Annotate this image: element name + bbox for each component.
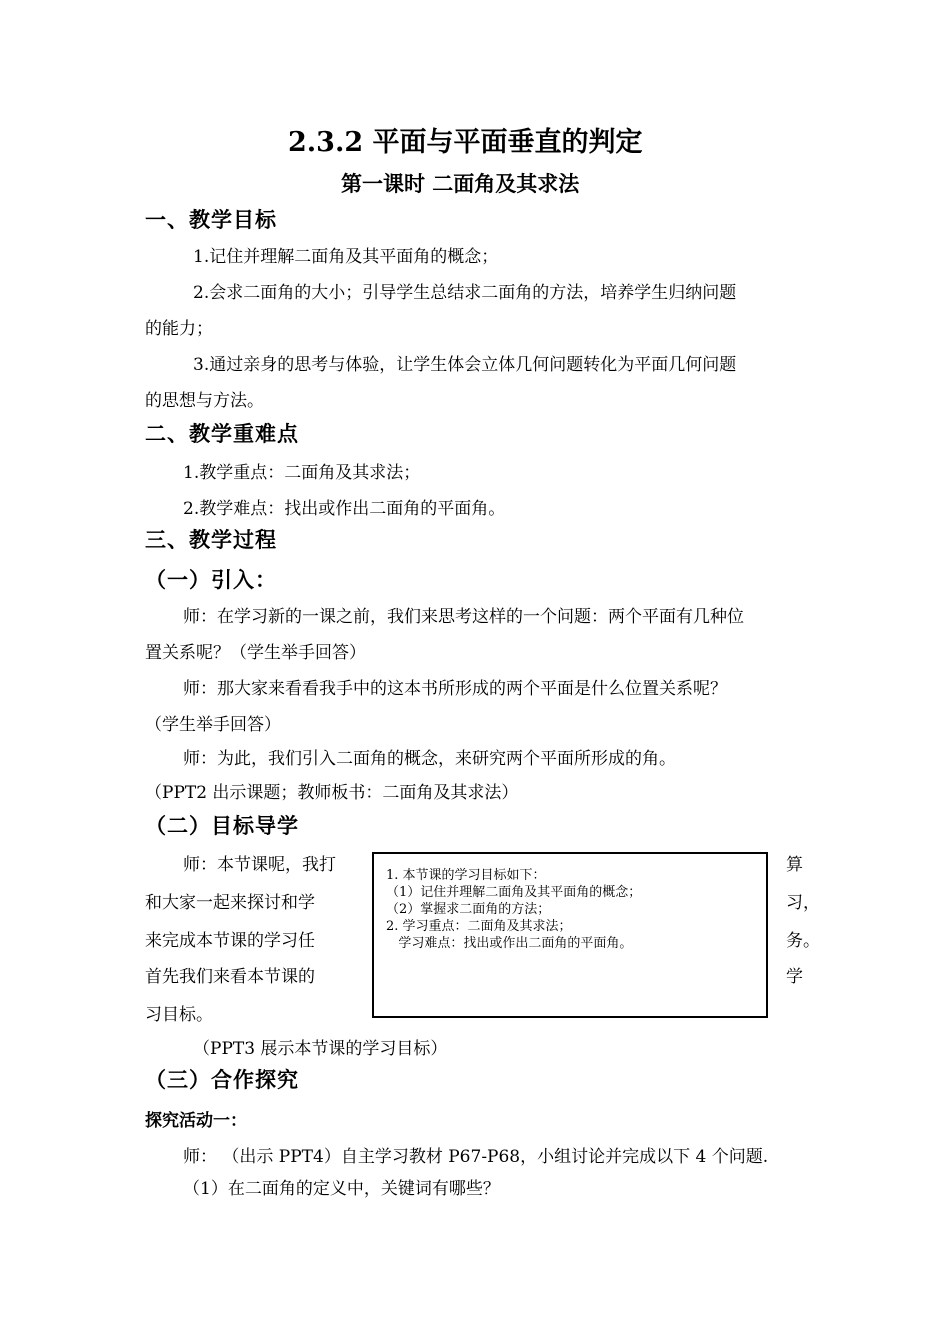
textbox-line: 2. 学习重点：二面角及其求法； <box>386 919 572 934</box>
textbox-line: （1）记住并理解二面角及其平面角的概念； <box>386 885 642 900</box>
objectives-textbox <box>372 852 768 1018</box>
objective-item: 3.通过亲身的思考与体验，让学生体会立体几何问题转化为平面几何问题 <box>193 355 737 375</box>
section-heading-key-points: 二、教学重难点 <box>145 421 299 446</box>
intro-line: （学生举手回答） <box>145 715 281 735</box>
textbox-line: 学习难点：找出或作出二面角的平面角。 <box>386 936 633 951</box>
goals-line-end: 务。 <box>786 931 820 951</box>
objective-item: 2.会求二面角的大小；引导学生总结求二面角的方法，培养学生归纳问题 <box>193 283 737 303</box>
objective-item: 1.记住并理解二面角及其平面角的概念； <box>193 247 499 267</box>
goals-line: 来完成本节课的学习任 <box>145 931 315 951</box>
page-subtitle: 第一课时 二面角及其求法 <box>341 171 580 196</box>
goals-line-end: 学 <box>786 967 803 987</box>
goals-line: 首先我们来看本节课的 <box>145 967 315 987</box>
textbox-line: 1. 本节课的学习目标如下： <box>386 868 546 883</box>
goals-line: 习目标。 <box>145 1005 213 1025</box>
explore-question: （1）在二面角的定义中，关键词有哪些？ <box>183 1179 500 1199</box>
intro-note: （PPT2 出示课题；教师板书：二面角及其求法） <box>145 783 519 803</box>
section-heading-process: 三、教学过程 <box>145 527 277 552</box>
goals-line-end: 习， <box>786 893 820 913</box>
intro-line: 师：那大家来看看我手中的这本书所形成的两个平面是什么位置关系呢？ <box>183 679 727 699</box>
goals-line: 和大家一起来探讨和学 <box>145 893 315 913</box>
key-point-item: 1.教学重点：二面角及其求法； <box>183 463 421 483</box>
section-heading-objectives: 一、教学目标 <box>145 207 277 232</box>
subsection-heading-explore: （三）合作探究 <box>145 1067 299 1092</box>
goals-line: 师：本节课呢，我打 <box>183 855 336 875</box>
subsection-heading-goals: （二）目标导学 <box>145 813 299 838</box>
subsection-heading-intro: （一）引入： <box>145 567 277 592</box>
page-title: 2.3.2 平面与平面垂直的判定 <box>288 127 643 158</box>
objective-item-continued: 的思想与方法。 <box>145 391 264 411</box>
explore-line: 师： （出示 PPT4）自主学习教材 P67-P68，小组讨论并完成以下 4 个问题. <box>183 1147 769 1167</box>
goals-line-end: 算 <box>786 855 803 875</box>
intro-line: 师：在学习新的一课之前，我们来思考这样的一个问题：两个平面有几种位 <box>183 607 744 627</box>
intro-line: 师：为此，我们引入二面角的概念，来研究两个平面所形成的角。 <box>183 749 676 769</box>
intro-line: 置关系呢？（学生举手回答） <box>145 643 366 663</box>
key-point-item: 2.教学难点：找出或作出二面角的平面角。 <box>183 499 506 519</box>
activity-label: 探究活动一： <box>145 1111 247 1131</box>
textbox-line: （2）掌握求二面角的方法； <box>386 902 551 917</box>
objective-item-continued: 的能力； <box>145 319 213 339</box>
goals-note: （PPT3 展示本节课的学习目标） <box>193 1039 448 1059</box>
